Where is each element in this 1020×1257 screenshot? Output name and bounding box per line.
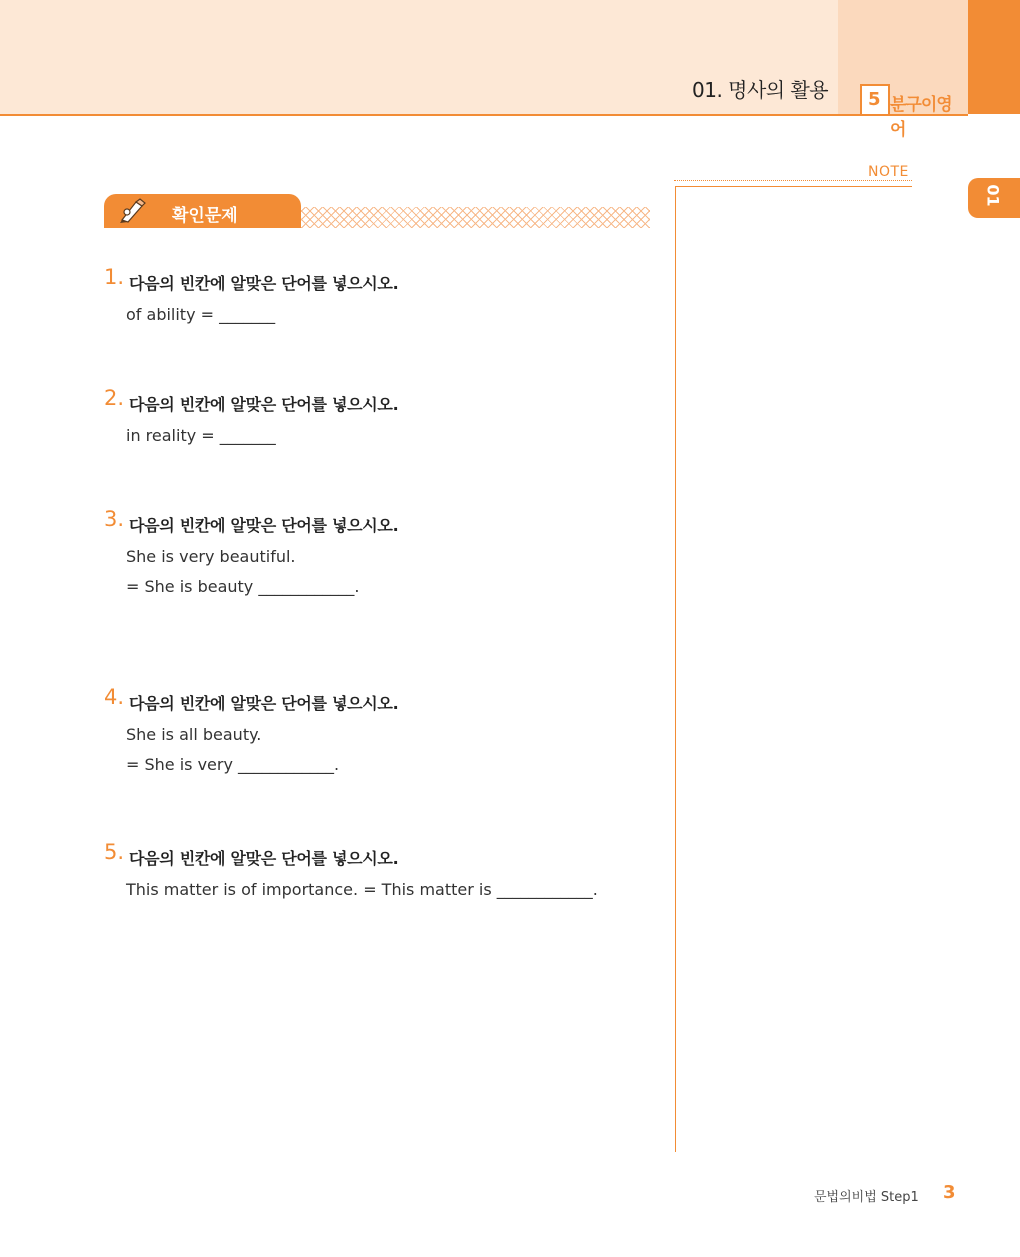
question-number: 5.: [104, 840, 125, 864]
note-dotted-rule: [674, 180, 912, 181]
note-top-rule: [675, 186, 912, 187]
question-line: She is very beautiful.: [126, 547, 296, 566]
question-number: 3.: [104, 507, 125, 531]
question-line: = She is very ____________.: [126, 755, 340, 774]
publisher-logo: [860, 82, 960, 140]
header-divider: [0, 114, 968, 116]
logo-text: 분구이영어: [890, 95, 952, 140]
chapter-side-tab: [968, 178, 1020, 218]
question-prompt: 다음의 빈칸에 알맞은 단어를 넣으시오.: [129, 274, 399, 293]
question-number: 1.: [104, 265, 125, 289]
question-prompt: 다음의 빈칸에 알맞은 단어를 넣으시오.: [129, 849, 399, 868]
question-prompt: 다음의 빈칸에 알맞은 단어를 넣으시오.: [129, 516, 399, 535]
section-header-tab: [104, 194, 301, 228]
side-tab-label: 01: [983, 184, 1003, 207]
note-column-rule: [675, 186, 676, 1152]
question-prompt: 다음의 빈칸에 알맞은 단어를 넣으시오.: [129, 395, 399, 414]
pencil-hand-icon: [118, 198, 148, 224]
footer-page-number: 3: [943, 1182, 956, 1203]
question-line: in reality = _______: [126, 426, 276, 445]
note-label: NOTE: [868, 164, 909, 180]
question-line: of ability = _______: [126, 305, 276, 324]
question-number: 2.: [104, 386, 125, 410]
footer-book-title: 문법의비법 Step1: [814, 1190, 919, 1205]
question-line: = She is beauty ____________.: [126, 577, 360, 596]
section-title: 확인문제: [172, 206, 238, 226]
chapter-title: 01. 명사의 활용: [692, 78, 829, 102]
question-number: 4.: [104, 685, 125, 709]
logo-number: 5: [868, 89, 881, 110]
question-line: She is all beauty.: [126, 725, 262, 744]
logo-box: [860, 84, 890, 116]
section-header-pattern: [301, 207, 650, 228]
question-line: This matter is of importance. = This matter is ____________.: [126, 880, 598, 899]
header-accent-tab: [968, 0, 1020, 114]
question-prompt: 다음의 빈칸에 알맞은 단어를 넣으시오.: [129, 694, 399, 713]
